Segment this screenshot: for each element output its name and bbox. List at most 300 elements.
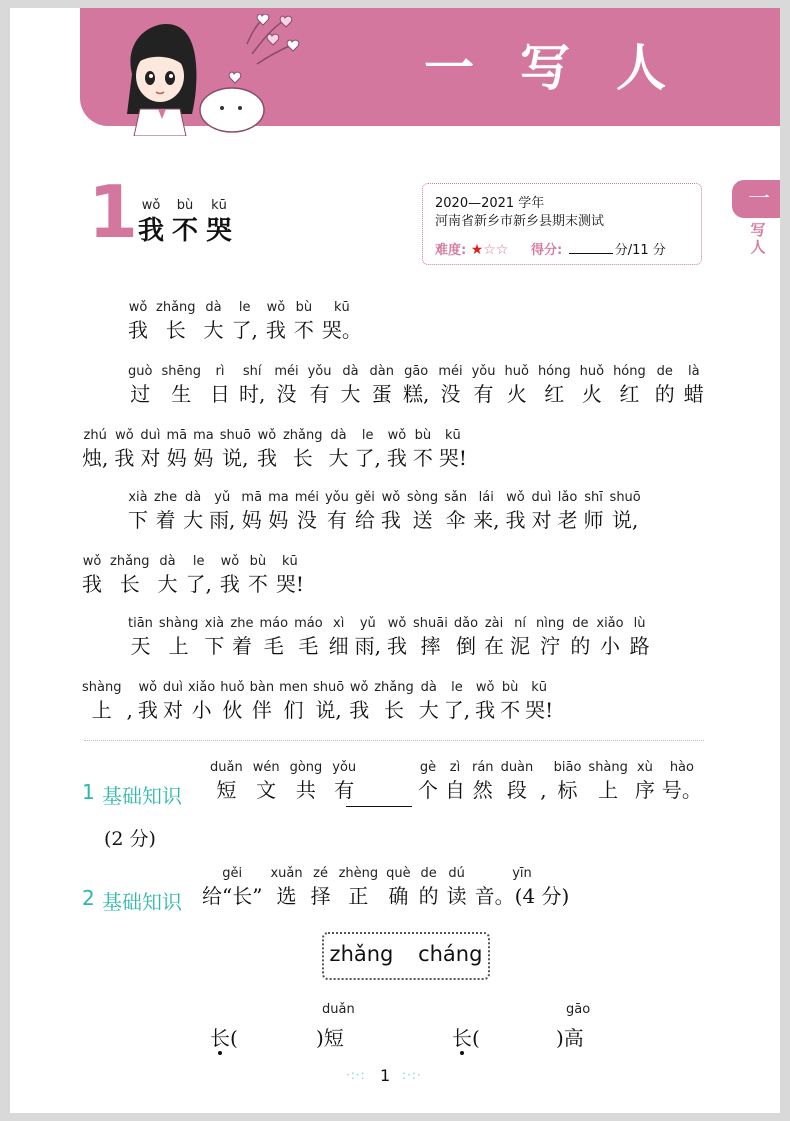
hanzi: 妈 [268, 508, 289, 532]
ruby-token [82, 428, 108, 472]
hanzi: 妈 [193, 446, 214, 470]
ruby-token [126, 680, 132, 724]
hanzi: 不 [172, 216, 199, 246]
ruby-token [82, 680, 121, 724]
ruby-token [82, 554, 102, 598]
ruby-token [266, 300, 286, 344]
side-tab-dash: 一 [748, 187, 771, 212]
hanzi: 长 [119, 572, 140, 596]
pinyin: men [279, 680, 308, 695]
pinyin: huǒ [579, 364, 605, 379]
page [10, 8, 780, 1113]
hanzi: 摔 [420, 634, 441, 658]
ruby-token [588, 760, 627, 804]
pinyin: yǔ [359, 616, 376, 631]
pinyin: wén [252, 760, 280, 775]
ruby-token [183, 490, 203, 534]
pinyin: zhe [230, 616, 254, 631]
ruby-token [114, 428, 134, 472]
hanzi: 读 [446, 884, 467, 908]
ruby-token [268, 490, 289, 534]
pinyin: yīn [512, 866, 532, 881]
pinyin: bù [176, 198, 194, 213]
pinyin: gòng [289, 760, 323, 775]
pinyin: wǒ [128, 300, 148, 315]
ruby-token [531, 490, 551, 534]
ruby-token [276, 554, 304, 598]
pinyin: xì [333, 616, 345, 631]
ruby-token [418, 760, 438, 804]
pinyin: huǒ [504, 364, 529, 379]
hanzi: 大 [157, 572, 178, 596]
pinyin: là [687, 364, 700, 379]
hanzi: 小 [599, 634, 620, 658]
pinyin: wǒ [257, 428, 277, 443]
ruby-token [662, 760, 702, 804]
test-info-box [422, 183, 702, 265]
hanzi: 确 [388, 884, 409, 908]
ruby-token [419, 680, 439, 724]
ruby-token [473, 490, 499, 534]
hanzi: 不 [412, 446, 433, 470]
hanzi: 有 [309, 382, 330, 406]
hanzi: 说, [222, 446, 249, 470]
ruby-token [635, 760, 655, 804]
question-2-text [202, 866, 577, 910]
pinyin: le [451, 680, 463, 695]
pinyin: xiǎo [596, 616, 624, 631]
hanzi: 号。 [661, 778, 702, 802]
hanzi: 哭! [525, 698, 554, 722]
pinyin: ma [268, 490, 289, 505]
pinyin: dà [330, 428, 347, 443]
ruby-token [188, 680, 215, 724]
hanzi: 小 [191, 698, 212, 722]
pinyin: yǒu [307, 364, 332, 379]
hanzi: 我 [256, 446, 277, 470]
hanzi: 哭! [275, 572, 304, 596]
pinyin: shuāi [413, 616, 448, 631]
hanzi: 对 [140, 446, 161, 470]
item-1-pinyin: duǎn [322, 1002, 355, 1017]
pinyin: zhǎng [282, 428, 323, 443]
hanzi: 生 [171, 382, 192, 406]
hanzi: 们 [283, 698, 304, 722]
ruby-token [325, 490, 349, 534]
item-2-pinyin: gāo [566, 1002, 591, 1017]
hanzi: , [126, 698, 133, 722]
pinyin: dà [342, 364, 359, 379]
hanzi: 的 [654, 382, 675, 406]
hanzi: 火 [581, 382, 602, 406]
ruby-token [172, 198, 198, 248]
ruby-token [413, 428, 433, 472]
pinyin: què [386, 866, 411, 881]
difficulty-label: 难度: [435, 243, 467, 258]
hanzi: 蛋 [371, 382, 392, 406]
ruby-token [444, 680, 470, 724]
hanzi: 来, [473, 508, 500, 532]
hanzi: 音。(4 分) [474, 884, 570, 908]
side-tab[interactable] [732, 180, 780, 218]
question-2-tag: 基础知识 [102, 890, 182, 914]
pinyin: zì [449, 760, 461, 775]
ruby-token [295, 490, 319, 534]
pinyin: ní [514, 616, 526, 631]
hanzi: 烛, [82, 446, 109, 470]
poem-line [128, 364, 713, 408]
pinyin: le [238, 300, 251, 315]
pinyin: zhǎng [110, 554, 150, 569]
hanzi: 路 [629, 634, 650, 658]
pinyin: bù [295, 300, 313, 315]
hanzi: 雨, [209, 508, 236, 532]
pinyin: hóng [537, 364, 571, 379]
pinyin: zé [313, 866, 328, 881]
pinyin: sǎn [444, 490, 468, 505]
ruby-token [311, 866, 331, 910]
hanzi: 序 [634, 778, 655, 802]
question-1-number: 1 [82, 780, 95, 804]
ruby-token [230, 616, 253, 660]
hanzi: 天 [130, 634, 151, 658]
ruby-token [322, 300, 362, 344]
hanzi: 没 [296, 508, 317, 532]
pinyin: máo [259, 616, 289, 631]
pinyin: shuō [313, 680, 345, 695]
ruby-token [241, 490, 262, 534]
pinyin: zhǎng [156, 300, 196, 315]
ruby-token [329, 428, 349, 472]
pinyin: rì [215, 364, 225, 379]
pinyin: wǒ [475, 680, 495, 695]
ruby-token [163, 680, 183, 724]
ruby-token [558, 490, 578, 534]
emphasis-dot [460, 1051, 464, 1055]
star-empty-icon: ☆ [495, 242, 509, 258]
hanzi: 伙 [222, 698, 243, 722]
hanzi: 老 [557, 508, 578, 532]
hanzi: 我 [137, 698, 158, 722]
pinyin: xià [204, 616, 225, 631]
difficulty-stars [471, 243, 509, 258]
hanzi: 自 [445, 778, 465, 802]
ruby-token [193, 428, 214, 472]
hanzi: 段 [506, 778, 527, 802]
hanzi: 火 [506, 382, 527, 406]
hanzi: 的 [418, 884, 439, 908]
pinyin: shàng [82, 680, 122, 695]
hanzi: 短 [216, 778, 237, 802]
hanzi: 我 [386, 446, 407, 470]
ruby-token [161, 364, 201, 408]
pinyin: yǒu [324, 490, 349, 505]
pinyin: wǒ [349, 680, 369, 695]
hanzi: 没 [276, 382, 297, 406]
ruby-token [257, 428, 277, 472]
hanzi: 长 [165, 318, 186, 342]
pinyin: shēng [161, 364, 201, 379]
ruby-token [419, 866, 439, 910]
ruby-token [387, 428, 407, 472]
pinyin: zhèng [338, 866, 379, 881]
ruby-token [259, 616, 288, 660]
pinyin [128, 680, 132, 696]
ruby-token [253, 760, 280, 804]
hanzi: 我 [114, 446, 135, 470]
test-region: 河南省新乡市新乡县期末测试 [435, 214, 605, 229]
hanzi: 雨, [354, 634, 382, 658]
pinyin-choices: zhǎng cháng [329, 942, 483, 966]
ruby-token [140, 428, 160, 472]
ruby-token [484, 616, 504, 660]
poem-line [128, 300, 370, 344]
ruby-token [444, 490, 467, 534]
question-1-text-b [418, 760, 709, 804]
ruby-token [584, 490, 604, 534]
ruby-token [596, 616, 623, 660]
ruby-token [110, 554, 150, 598]
hanzi: 择 [310, 884, 331, 908]
pinyin: tiān [128, 616, 153, 631]
pinyin: shuō [609, 490, 641, 505]
pinyin: wǒ [387, 428, 407, 443]
school-year: 2020—2021 学年 [435, 196, 545, 211]
pinyin: xù [636, 760, 653, 775]
ruby-token [613, 364, 646, 408]
score-total: 分/11 分 [614, 243, 666, 258]
page-number-deco-right: :·:· [402, 1068, 422, 1082]
ruby-token [381, 490, 401, 534]
question-1-score: (2 分) [104, 828, 156, 850]
pinyin: guò [128, 364, 153, 379]
page-number-deco-left: ·:·: [346, 1068, 366, 1082]
pinyin: shí [242, 364, 262, 379]
hanzi: 上 [168, 634, 189, 658]
ruby-token [166, 428, 187, 472]
pinyin: dǎo [453, 616, 479, 631]
girl-mascot-illustration [102, 14, 302, 136]
ruby-token [294, 616, 323, 660]
ruby-token [439, 428, 467, 472]
item-1-answer-input[interactable] [250, 1020, 310, 1046]
ruby-token [279, 680, 308, 724]
poem-line [82, 680, 558, 724]
hanzi: 日 [209, 382, 230, 406]
ruby-token [202, 866, 262, 910]
ruby-token [341, 364, 361, 408]
hanzi: 泞 [540, 634, 561, 658]
pinyin: yǒu [332, 760, 357, 775]
poem-line [128, 616, 656, 660]
ruby-token [472, 364, 496, 408]
paragraph-count-input[interactable] [346, 780, 412, 807]
ruby-token [386, 866, 411, 910]
hanzi: 大 [203, 318, 224, 342]
pinyin: mā [166, 428, 188, 443]
pinyin: yǔ [214, 490, 231, 505]
item-2-answer-input[interactable] [492, 1020, 552, 1046]
pinyin: wǒ [141, 198, 161, 213]
hanzi: 了, [443, 698, 471, 722]
hanzi: 选 [276, 884, 297, 908]
question-2-number: 2 [82, 886, 95, 910]
pinyin: lù [633, 616, 646, 631]
pinyin: le [361, 428, 374, 443]
ruby-token [510, 616, 530, 660]
hanzi: 我 [82, 572, 102, 596]
pinyin: gāo [404, 364, 429, 379]
ruby-token [580, 364, 604, 408]
pinyin: shī [584, 490, 603, 505]
ruby-token [204, 300, 224, 344]
ruby-token [355, 616, 381, 660]
hanzi: 长 [292, 446, 313, 470]
pinyin: xiǎo [187, 680, 216, 695]
pinyin: méi [294, 490, 319, 505]
hanzi: 没 [440, 382, 461, 406]
ruby-token [156, 300, 196, 344]
ruby-token [154, 490, 177, 534]
pinyin: mā [241, 490, 263, 505]
hanzi: 对 [531, 508, 552, 532]
ruby-token [220, 554, 240, 598]
pinyin: wǒ [220, 554, 240, 569]
hanzi: 倒 [455, 634, 476, 658]
ruby-token [283, 428, 323, 472]
hanzi: 大 [328, 446, 349, 470]
ruby-token [570, 616, 590, 660]
pinyin: wǒ [115, 428, 134, 443]
ruby-token [374, 680, 414, 724]
hanzi: 标 [557, 778, 578, 802]
ruby-token [220, 428, 251, 472]
hanzi: 蜡 [683, 382, 704, 406]
pinyin: kū [334, 300, 350, 315]
pinyin: bù [249, 554, 267, 569]
hanzi: 大 [418, 698, 439, 722]
hanzi: 泥 [510, 634, 531, 658]
pinyin: dàn [369, 364, 394, 379]
ruby-token [554, 760, 582, 804]
ruby-token [270, 866, 302, 910]
ruby-token [138, 680, 158, 724]
hanzi: 妈 [241, 508, 262, 532]
hanzi: 正 [348, 884, 369, 908]
ruby-token [403, 364, 429, 408]
hanzi: 我 [380, 508, 401, 532]
pinyin: gěi [222, 866, 243, 881]
pinyin: wǒ [381, 490, 401, 505]
ruby-token [525, 680, 553, 724]
pinyin: de [420, 866, 437, 881]
pinyin: gè [419, 760, 437, 775]
header-title: 一写人 [424, 39, 712, 97]
pinyin: dà [205, 300, 222, 315]
page-number: 1 [380, 1066, 391, 1085]
pinyin: duì [531, 490, 552, 505]
pinyin: duì [140, 428, 161, 443]
side-tab-label: 写人 [750, 221, 766, 256]
ruby-token [505, 364, 529, 408]
ruby-token [387, 616, 407, 660]
ruby-token [294, 300, 314, 344]
ruby-token [438, 364, 462, 408]
difficulty-score-row [435, 239, 666, 258]
pinyin: méi [274, 364, 299, 379]
hanzi: 我 [128, 318, 148, 342]
pinyin: biāo [553, 760, 582, 775]
pinyin: hào [669, 760, 694, 775]
ruby-token [274, 364, 298, 408]
hanzi: 我 [387, 634, 408, 658]
ruby-token [655, 364, 675, 408]
hanzi: 在 [484, 634, 505, 658]
pinyin: xià [128, 490, 148, 505]
hanzi: 我 [349, 698, 370, 722]
ruby-token [407, 490, 438, 534]
hanzi: 送 [412, 508, 433, 532]
poem-line [82, 428, 473, 472]
pinyin: duì [162, 680, 183, 695]
score-input[interactable] [569, 253, 613, 254]
pinyin: dú [448, 866, 465, 881]
hanzi: 哭! [438, 446, 467, 470]
question-1-text-a [210, 760, 366, 804]
hanzi: 哭 [206, 216, 233, 246]
hanzi: 有 [473, 382, 494, 406]
pinyin: huǒ [220, 680, 245, 695]
item-1-close: )短 [316, 1026, 344, 1050]
hanzi: 不 [293, 318, 314, 342]
hanzi: 了, [185, 572, 212, 596]
pinyin: de [572, 616, 589, 631]
pinyin: de [656, 364, 673, 379]
hanzi: 共 [295, 778, 316, 802]
pinyin: shàng [158, 616, 199, 631]
ruby-token [472, 760, 494, 804]
hanzi: 红 [544, 382, 565, 406]
hanzi: 红 [619, 382, 640, 406]
hanzi: 个 [418, 778, 438, 802]
ruby-token [355, 490, 375, 534]
pinyin: ma [193, 428, 214, 443]
pinyin: shuō [219, 428, 251, 443]
pinyin: gěi [354, 490, 375, 505]
ruby-token [158, 554, 178, 598]
hanzi: 毛 [298, 634, 319, 658]
hanzi: 伴 [251, 698, 272, 722]
hanzi: 着 [231, 634, 252, 658]
ruby-token [413, 616, 448, 660]
hanzi: 文 [256, 778, 277, 802]
ruby-token [128, 300, 148, 344]
hanzi: 妈 [166, 446, 187, 470]
hanzi: 说, [611, 508, 639, 532]
pinyin: bàn [249, 680, 275, 695]
ruby-token [128, 616, 153, 660]
ruby-token [239, 364, 265, 408]
hanzi: 不 [500, 698, 521, 722]
hanzi: 说, [315, 698, 342, 722]
hanzi: 细 [328, 634, 349, 658]
ruby-token [475, 866, 570, 910]
pinyin: bù [414, 428, 432, 443]
pinyin: le [192, 554, 205, 569]
poem-line [128, 490, 647, 534]
ruby-token [232, 300, 258, 344]
ruby-token [475, 680, 495, 724]
